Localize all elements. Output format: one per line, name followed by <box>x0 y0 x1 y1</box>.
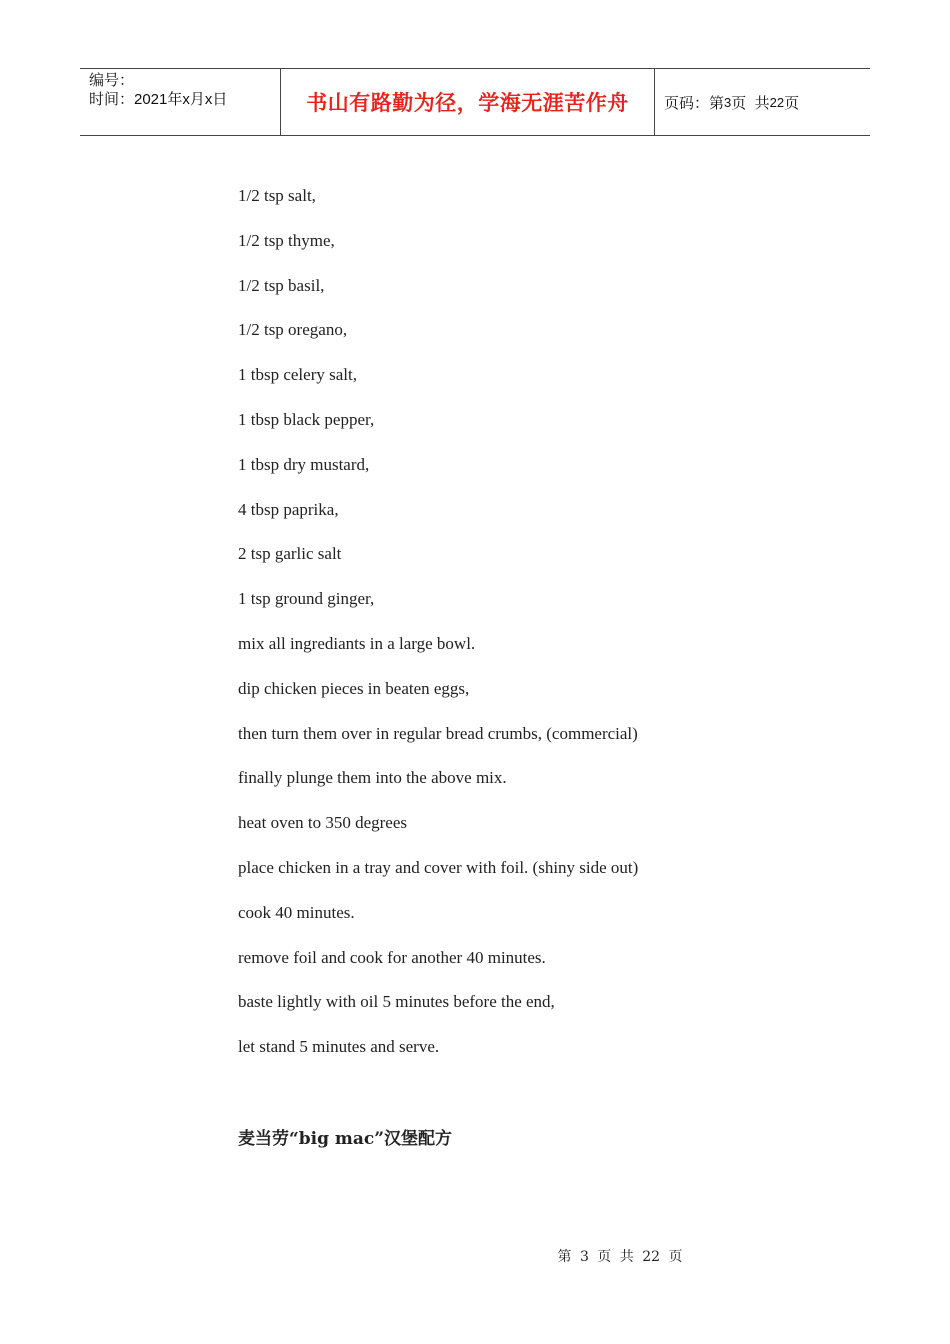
recipe-line: mix all ingrediants in a large bowl. <box>238 633 476 653</box>
recipe-line: 1/2 tsp basil, <box>238 275 325 295</box>
recipe-line: baste lightly with oil 5 minutes before the end, <box>238 992 555 1012</box>
recipe-line: dip chicken pieces in beaten eggs, <box>238 678 470 698</box>
page-current: 3 <box>724 94 732 110</box>
recipe-line: remove foil and cook for another 40 minutes. <box>238 947 546 967</box>
recipe-line: 4 tbsp paprika, <box>238 499 339 519</box>
header-meta <box>80 69 281 135</box>
page-prefix: 页码：第 <box>664 94 725 112</box>
header-motto: 书山有路勤为径，学海无涯苦作舟 <box>281 69 655 135</box>
recipe-line: let stand 5 minutes and serve. <box>238 1037 440 1057</box>
recipe-line: cook 40 minutes. <box>238 902 355 922</box>
recipe-line: heat oven to 350 degrees <box>238 813 407 833</box>
page-footer: 第 3 页 共 22 页 <box>557 1249 683 1265</box>
recipe-line: 1 tbsp black pepper, <box>238 409 375 429</box>
header-page-info <box>655 69 870 135</box>
recipe-line: 1 tbsp dry mustard, <box>238 454 370 474</box>
recipe-line: 1/2 tsp salt, <box>238 186 316 205</box>
section-title: 麦当劳“big mac”汉堡配方 <box>238 1129 453 1149</box>
date-label: 时间：2021年x月x日 <box>89 91 228 108</box>
recipe-line: finally plunge them into the above mix. <box>238 768 507 788</box>
recipe-line: then turn them over in regular bread crumbs, (commercial) <box>238 723 638 743</box>
recipe-body <box>238 184 798 1080</box>
recipe-line: 1/2 tsp thyme, <box>238 230 335 250</box>
recipe-line: 1 tsp ground ginger, <box>238 589 375 609</box>
recipe-line: 2 tsp garlic salt <box>238 544 342 564</box>
page-total: 22 <box>769 94 785 110</box>
page-suffix: 页 <box>784 94 800 112</box>
document-header <box>80 68 870 136</box>
serial-number-label: 编号： <box>89 72 135 89</box>
page-mid: 页 共 <box>731 94 770 112</box>
recipe-line: 1 tbsp celery salt, <box>238 365 357 385</box>
recipe-line: place chicken in a tray and cover with foil. (shiny side out) <box>238 857 639 877</box>
recipe-line: 1/2 tsp oregano, <box>238 320 348 340</box>
